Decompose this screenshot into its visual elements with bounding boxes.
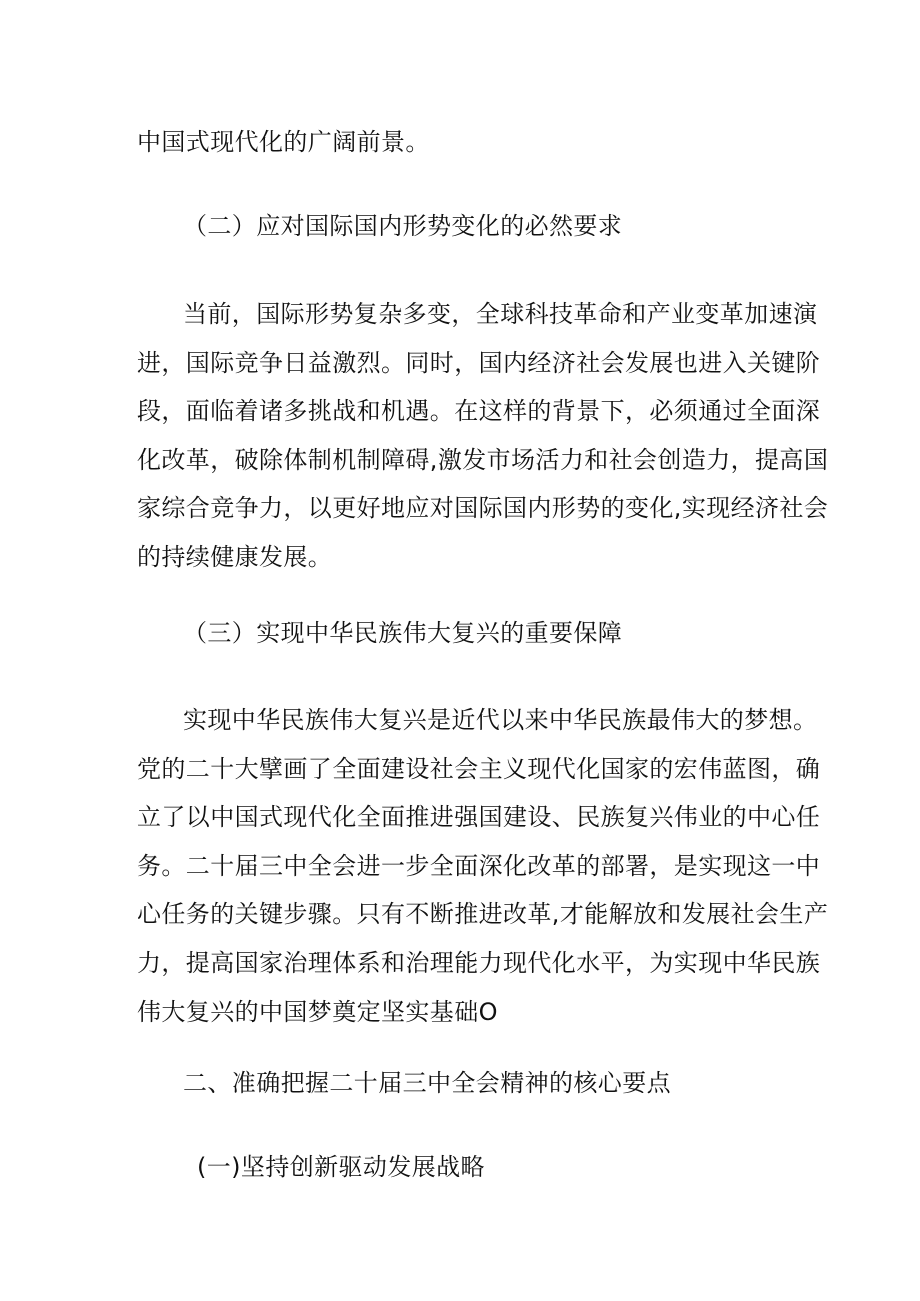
paragraph-line: 家综合竞争力，以更好地应对国际国内形势的变化,实现经济社会: [137, 494, 829, 523]
paragraph-line: 立了以中国式现代化全面推进强国建设、民族复兴伟业的中心任: [137, 803, 821, 832]
paragraph-line: 伟大复兴的中国梦奠定坚实基础O: [137, 997, 498, 1026]
paragraph-line: 实现中华民族伟大复兴是近代以来中华民族最伟大的梦想。: [183, 706, 818, 734]
paragraph-line: 的持续健康发展。: [137, 542, 333, 571]
paragraph-line: 段，面临着诸多挑战和机遇。在这样的背景下，必须通过全面深: [137, 397, 821, 426]
section-1-3-paragraph: [137, 696, 829, 1036]
section-2-1-heading: (一)坚持创新驱动发展战略: [197, 1153, 485, 1181]
section-1-2-heading: （二）应对国际国内形势变化的必然要求: [183, 212, 623, 240]
paragraph-line: 当前，国际形势复杂多变，全球科技革命和产业变革加速演: [183, 300, 818, 328]
paragraph-line: 务。二十届三中全会进一步全面深化改革的部署，是实现这一中: [137, 851, 821, 880]
section-1-3-heading: （三）实现中华民族伟大复兴的重要保障: [183, 619, 623, 647]
paragraph-line: 化改革，破除体制机制障碍,激发市场活力和社会创造力，提高国: [137, 445, 829, 474]
section-2-heading: 二、准确把握二十届三中全会精神的核心要点: [183, 1069, 671, 1097]
paragraph-line: 力，提高国家治理体系和治理能力现代化水平，为实现中华民族: [137, 948, 821, 977]
paragraph-line: 进，国际竞争日益激烈。同时，国内经济社会发展也进入关键阶: [137, 348, 821, 377]
intro-fragment-text: 中国式现代化的广阔前景。: [137, 128, 430, 156]
paragraph-line: 心任务的关键步骤。只有不断推进改革,才能解放和发展社会生产: [137, 900, 829, 929]
paragraph-line: 党的二十大擘画了全面建设社会主义现代化国家的宏伟蓝图，确: [137, 754, 821, 783]
section-1-2-paragraph: [137, 290, 829, 582]
